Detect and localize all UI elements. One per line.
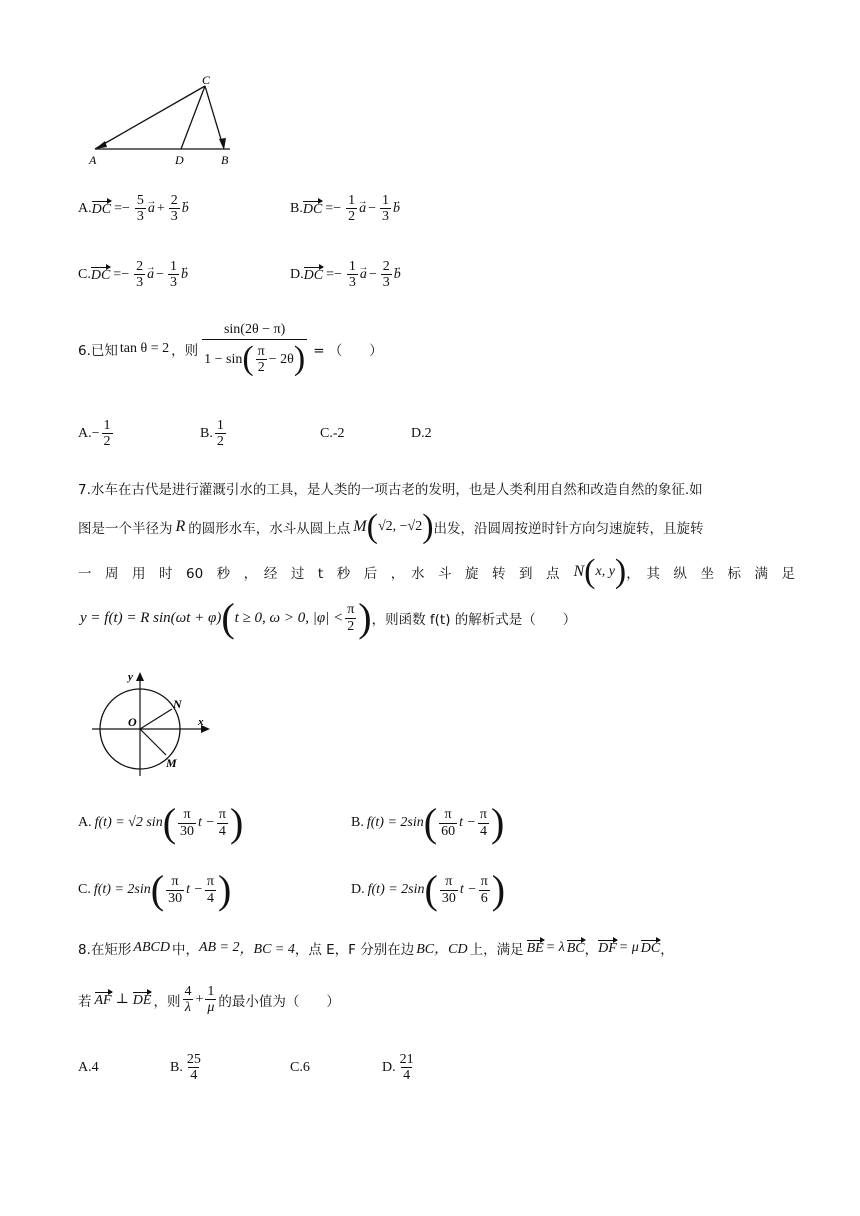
- q7-formula: y = f(t) = R sin(ωt + φ) ( t ≥ 0, ω > 0, |φ| < $\frac{\pi}{2}$ ) ，则函数 f(t) 的解析式是（ ）: [80, 595, 577, 640]
- q6-option-c[interactable]: C.-2: [320, 425, 345, 441]
- q7-option-d[interactable]: D. f(t) = 2sin ( $\frac{\pi}{30}$ t − $\frac{\pi}{6}$ ): [351, 867, 506, 912]
- q8-option-a[interactable]: A.4: [78, 1059, 99, 1075]
- q6-option-b[interactable]: B. $\frac{1}{2}$: [200, 418, 224, 450]
- axis-x-label: x: [198, 716, 204, 728]
- q6-option-a[interactable]: A. − $\frac{1}{2}$: [78, 418, 111, 450]
- q7-option-a[interactable]: A. f(t) = √2 sin ( $\frac{\pi}{30}$ t − $\frac{\pi}{4}$ ): [78, 800, 244, 845]
- q8-option-b[interactable]: B. $\frac{25}{4}$: [170, 1052, 201, 1084]
- q5-option-c[interactable]: C. DC =− $\frac{2}{3}$ → a − $\frac{1}{3}$ → b: [78, 259, 188, 291]
- label-a: A: [89, 153, 97, 167]
- q8-option-c[interactable]: C.6: [290, 1059, 310, 1075]
- q8-option-d[interactable]: D. $\frac{21}{4}$: [382, 1052, 414, 1084]
- q7-line1: 7.水车在古代是进行灌溉引水的工具，是人类的一项古老的发明，也是人类利用自然和改造自然的象征.如: [78, 482, 703, 498]
- q8-line1: 8.在矩形 ABCD 中， AB = 2 ，BC = 4 ，点 E，F 分别在边 BC，CD 上，满足 BE = λ BC ， DF = μ DC ，: [78, 940, 674, 958]
- point-m-label: M: [166, 756, 177, 770]
- q7-line3: 一 周 用 时 60 秒 ， 经 过 t 秒 后 ， 水 斗 旋 转 到 点 N ( x, y ) ， 其 纵 坐 标 满 足: [78, 553, 795, 590]
- label-c: C: [202, 73, 211, 87]
- q8-line2: 若 AF ⊥ DE ，则 $\frac{4}{\lambda}$ + $\frac{1}{\mu}$ 的最小值为（ ）: [78, 984, 340, 1016]
- q5-option-a[interactable]: A. DC =− $\frac{5}{3}$ → a + $\frac{2}{3}$ → b: [78, 193, 189, 225]
- q6-options: [78, 418, 432, 450]
- q7-option-c[interactable]: C. f(t) = 2sin ( $\frac{\pi}{30}$ t − $\frac{\pi}{4}$ ): [78, 867, 232, 912]
- label-d: D: [175, 153, 184, 167]
- q5-option-d[interactable]: D. DC =− $\frac{1}{3}$ → a − $\frac{2}{3}$ → b: [290, 259, 401, 291]
- point-n-label: N: [173, 697, 182, 711]
- q6-stem: 6.已知 tan θ = 2 ，则 sin(2θ − π) 1 − sin ( $\frac{\pi}{2}$ − 2θ ) = （ ）: [78, 322, 383, 378]
- axis-y-label: y: [128, 671, 133, 683]
- waterwheel-diagram: [88, 666, 218, 776]
- q5-option-b[interactable]: B. DC =− $\frac{1}{2}$ → a − $\frac{1}{3}$ → b: [290, 193, 400, 225]
- q7-option-b[interactable]: B. f(t) = 2sin ( $\frac{\pi}{60}$ t − $\frac{\pi}{4}$ ): [351, 800, 505, 845]
- origin-label: O: [128, 715, 137, 729]
- triangle-diagram: [85, 72, 245, 172]
- q7-line2: 图是一个半径为 R 的圆形水车，水斗从圆上点 M ( √2, −√2 ) 出发，沿圆周按逆时针方向匀速旋转，且旋转: [78, 508, 704, 545]
- q8-options: [78, 1052, 418, 1084]
- label-b: B: [221, 153, 229, 167]
- q6-option-d[interactable]: D.2: [411, 425, 432, 441]
